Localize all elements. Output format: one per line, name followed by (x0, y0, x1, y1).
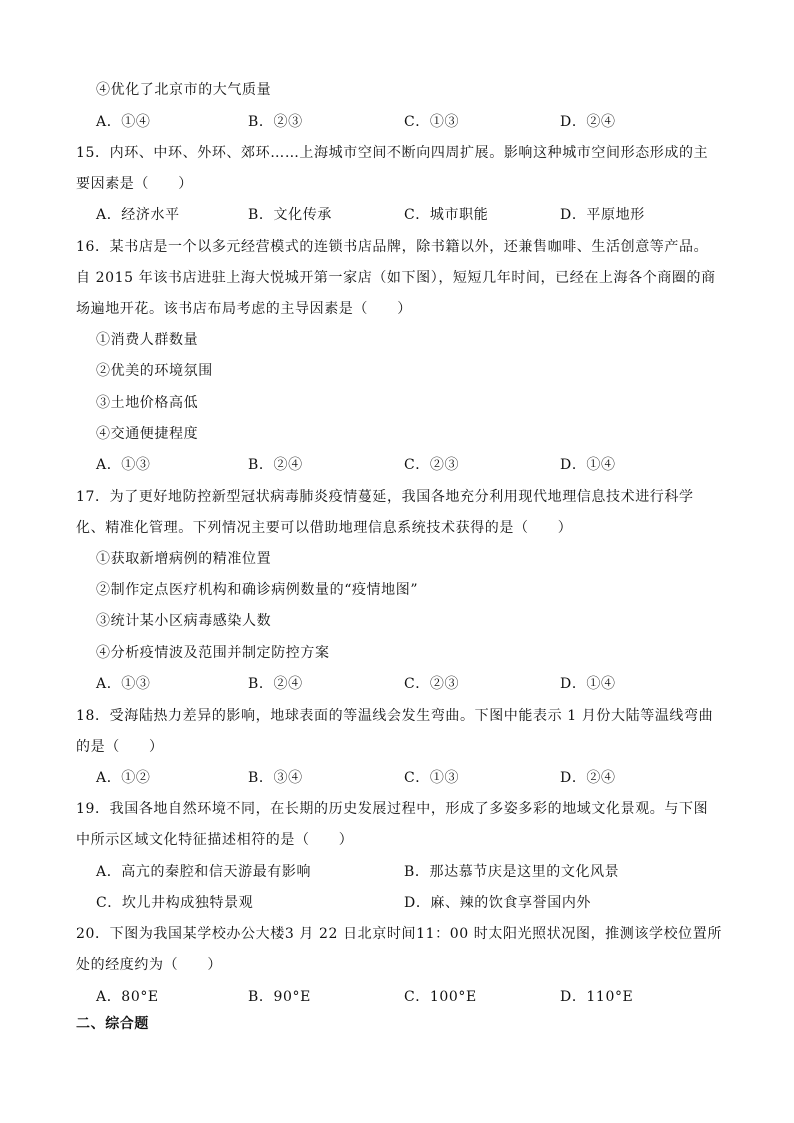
q15-stem-line-1: 15．内环、中环、外环、郊环……上海城市空间不断向四周扩展。影响这种城市空间形态形成的主 (76, 145, 709, 161)
q19-stem-line-1: 19．我国各地自然环境不同，在长期的历史发展过程中，形成了多姿多彩的地域文化景观。与下图 (76, 801, 709, 817)
q17-item-3: ③统计某小区病毒感染人数 (96, 613, 272, 629)
q16-stem-line-3: 场遍地开花。该书店布局考虑的主导因素是（ ） (76, 301, 412, 317)
q17-options (96, 674, 716, 694)
q16-option-d[interactable]: D．①④ (560, 457, 616, 473)
q17-stem-line-1: 17．为了更好地防控新型冠状病毒肺炎疫情蔓延，我国各地充分利用现代地理信息技术进行科学 (76, 489, 694, 505)
q19-options-row-2 (96, 893, 716, 913)
q16-option-b[interactable]: B．②④ (248, 457, 303, 473)
q20-option-b[interactable]: B．90°E (248, 989, 311, 1005)
q19-options-row-1 (96, 862, 716, 882)
q16-options (96, 455, 716, 475)
q18-option-b[interactable]: B．③④ (248, 770, 303, 786)
q17-item-4: ④分析疫情波及范围并制定防控方案 (96, 645, 330, 661)
q17-option-c[interactable]: C．②③ (404, 676, 460, 692)
q20-option-d[interactable]: D．110°E (560, 989, 634, 1005)
q16-stem-line-2: 自 2015 年该书店进驻上海大悦城开第一家店（如下图），短短几年时间，已经在上海各个商圈的商 (76, 270, 716, 286)
q19-option-b[interactable]: B．那达慕节庆是这里的文化风景 (404, 864, 620, 880)
q15-stem-line-2: 要因素是（ ） (76, 176, 193, 192)
q18-options (96, 768, 716, 788)
q20-stem-line-1: 20．下图为我国某学校办公大楼3 月 22 日北京时间11：00 时太阳光照状况图，推测该学校位置所 (76, 926, 722, 942)
q15-option-d[interactable]: D．平原地形 (560, 207, 645, 223)
q18-option-a[interactable]: A．①② (96, 770, 151, 786)
q14-options (96, 112, 716, 132)
q14-option-d[interactable]: D．②④ (560, 114, 616, 130)
q18-stem-line-1: 18．受海陆热力差异的影响，地球表面的等温线会发生弯曲。下图中能表示 1 月份大陆等温线弯曲 (76, 708, 714, 724)
q16-stem-line-1: 16．某书店是一个以多元经营模式的连锁书店品牌，除书籍以外，还兼售咖啡、生活创意等产品。 (76, 239, 709, 255)
q15-options (96, 205, 716, 225)
q19-stem-line-2: 中所示区域文化特征描述相符的是（ ） (76, 832, 354, 848)
q14-option-b[interactable]: B．②③ (248, 114, 303, 130)
q15-option-a[interactable]: A．经济水平 (96, 207, 180, 223)
section-heading: 二、综合题 (76, 1016, 149, 1032)
q16-option-c[interactable]: C．②③ (404, 457, 460, 473)
q19-option-a[interactable]: A．高亢的秦腔和信天游最有影响 (96, 864, 312, 880)
q20-options (96, 987, 716, 1007)
q17-item-1: ①获取新增病例的精准位置 (96, 551, 272, 567)
q16-item-3: ③土地价格高低 (96, 395, 199, 411)
q16-item-4: ④交通便捷程度 (96, 426, 199, 442)
q17-option-a[interactable]: A．①③ (96, 676, 151, 692)
q19-option-d[interactable]: D．麻、辣的饮食享誉国内外 (404, 895, 592, 911)
q20-stem-line-2: 处的经度约为（ ） (76, 957, 222, 973)
q18-option-d[interactable]: D．②④ (560, 770, 616, 786)
q16-item-2: ②优美的环境氛围 (96, 363, 213, 379)
q17-option-d[interactable]: D．①④ (560, 676, 616, 692)
q17-stem-line-2: 化、精准化管理。下列情况主要可以借助地理信息系统技术获得的是（ ） (76, 520, 573, 536)
q15-option-c[interactable]: C．城市职能 (404, 207, 489, 223)
q20-option-a[interactable]: A．80°E (96, 989, 159, 1005)
q16-item-1: ①消费人群数量 (96, 332, 199, 348)
q16-option-a[interactable]: A．①③ (96, 457, 151, 473)
q14-option-a[interactable]: A．①④ (96, 114, 151, 130)
q17-option-b[interactable]: B．②④ (248, 676, 303, 692)
q15-option-b[interactable]: B．文化传承 (248, 207, 332, 223)
q19-option-c[interactable]: C．坎儿井构成独特景观 (96, 895, 254, 911)
q18-option-c[interactable]: C．①③ (404, 770, 460, 786)
q17-item-2: ②制作定点医疗机构和确诊病例数量的“疫情地图” (96, 582, 419, 598)
q18-stem-line-2: 的是（ ） (76, 739, 164, 755)
q14-item-4: ④优化了北京市的大气质量 (96, 82, 272, 98)
q20-option-c[interactable]: C．100°E (404, 989, 477, 1005)
q14-option-c[interactable]: C．①③ (404, 114, 460, 130)
